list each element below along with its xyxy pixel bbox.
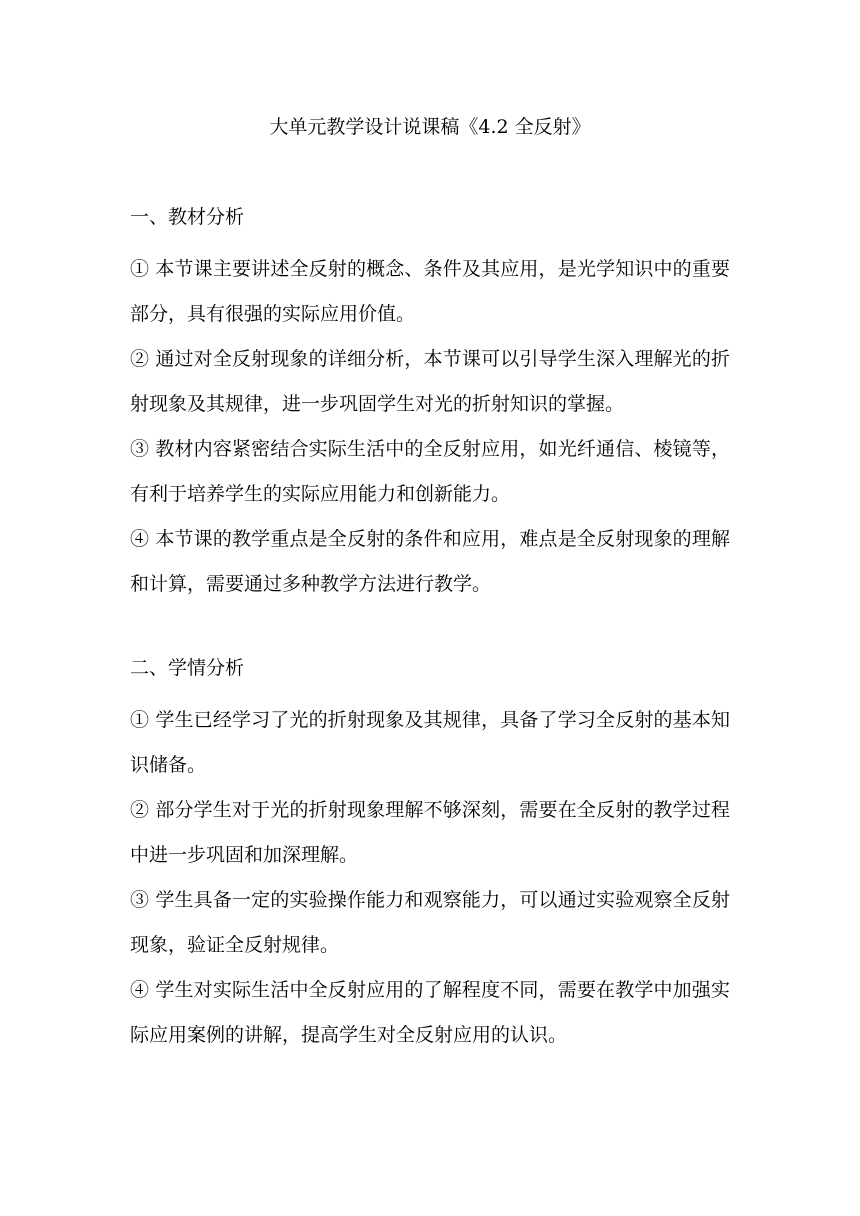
section-student-analysis bbox=[130, 653, 730, 1058]
paragraph: ④ 学生对实际生活中全反射应用的了解程度不同，需要在教学中加强实际应用案例的讲解，提高学生对全反射应用的认识。 bbox=[130, 979, 730, 1046]
paragraph: ③ 教材内容紧密结合实际生活中的全反射应用，如光纤通信、棱镜等，有利于培养学生的实际应用能力和创新能力。 bbox=[130, 438, 730, 505]
paragraph: ③ 学生具备一定的实验操作能力和观察能力，可以通过实验观察全反射现象，验证全反射规律。 bbox=[130, 889, 730, 956]
section-heading: 二、学情分析 bbox=[130, 657, 245, 679]
section-heading: 一、教材分析 bbox=[130, 206, 245, 228]
paragraph: ① 学生已经学习了光的折射现象及其规律，具备了学习全反射的基本知识储备。 bbox=[130, 709, 730, 776]
paragraph: ② 部分学生对于光的折射现象理解不够深刻，需要在全反射的教学过程中进一步巩固和加深理解。 bbox=[130, 799, 730, 866]
paragraph: ② 通过对全反射现象的详细分析，本节课可以引导学生深入理解光的折射现象及其规律，进一步巩固学生对光的折射知识的掌握。 bbox=[130, 348, 730, 415]
paragraph: ④ 本节课的教学重点是全反射的条件和应用，难点是全反射现象的理解和计算，需要通过多种教学方法进行教学。 bbox=[130, 528, 730, 595]
section-textbook-analysis bbox=[130, 202, 730, 607]
paragraph: ① 本节课主要讲述全反射的概念、条件及其应用，是光学知识中的重要部分，具有很强的实际应用价值。 bbox=[130, 258, 730, 325]
document-title: 大单元教学设计说课稿《4.2 全反射》 bbox=[269, 116, 591, 138]
